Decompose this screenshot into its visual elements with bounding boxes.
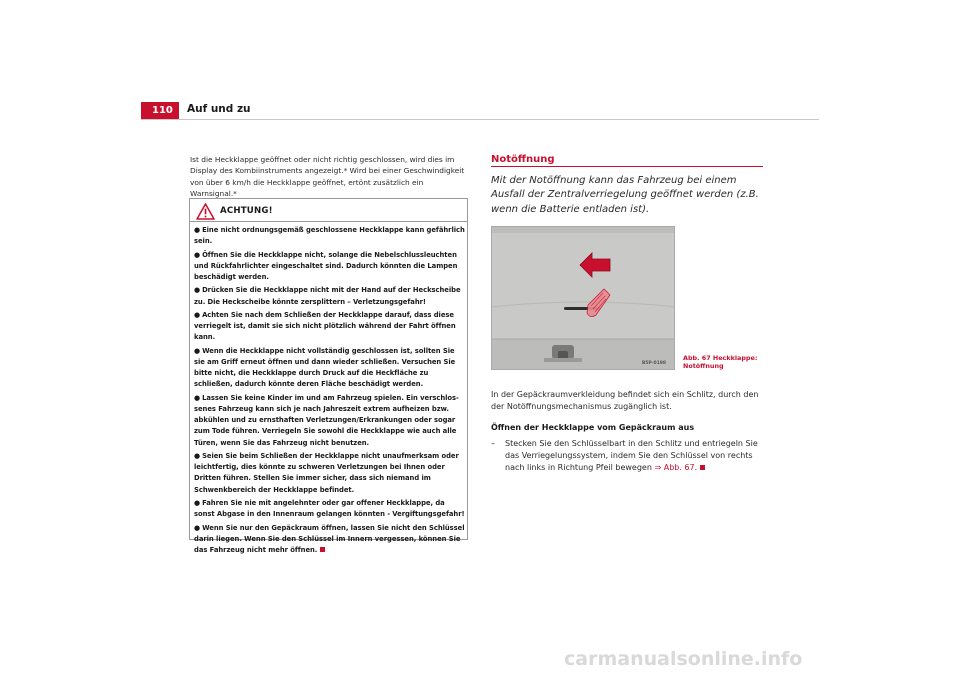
intro-paragraph: Ist die Heckklappe geöffnet oder nicht richtig geschlossen, wird dies im Display des Kombiinstruments angezeigt.* Wird bei einer Geschwindigkeit von über 6 km/h die Heckklappe geöffnet, ertönt zusätzlich ein Warnsignal.* <box>190 155 465 199</box>
instruction-step <box>491 438 773 475</box>
warning-triangle-icon <box>196 203 215 220</box>
step-dash: – <box>491 439 495 448</box>
header-divider <box>141 119 819 120</box>
warning-box <box>189 198 468 554</box>
warning-item: ● Wenn Sie nur den Gepäckraum öffnen, lassen Sie nicht den Schlüssel darin liegen. Wenn Sie den Schlüssel im Innern vergessen, können Sie das Fahrzeug nicht mehr öffnen. <box>194 523 465 554</box>
end-mark-icon <box>320 547 325 552</box>
bullet-icon: ● <box>194 393 201 402</box>
tailgate-illustration <box>492 227 675 370</box>
bullet-icon: ● <box>194 346 201 355</box>
bullet-icon: ● <box>194 286 201 295</box>
section-lead: Mit der Notöffnung kann das Fahrzeug bei einem Ausfall der Zentralverriegelung geöffnet werden (z.B. wenn die Batterie entladen ist). <box>491 175 759 215</box>
warning-item: ● Seien Sie beim Schließen der Heckklappe nicht unaufmerksam oder leichtfertig, dies könnte zu schweren Verletzungen bei Ihnen oder Dritten führen. Stellen Sie immer sicher, dass sich niemand im Schwenkbereich der Heckklappe befindet. <box>194 451 459 494</box>
section-divider <box>491 166 763 167</box>
warning-item: ● Achten Sie nach dem Schließen der Heckklappe darauf, dass diese verriegelt ist, damit sie sich nicht plötzlich während der Fahrt öffnen kann. <box>194 310 456 342</box>
figure-reference-link[interactable]: ⇒ Abb. 67 <box>654 463 695 473</box>
bullet-icon: ● <box>194 310 201 319</box>
running-header: Auf und zu <box>187 103 251 115</box>
warning-item: ● Wenn die Heckklappe nicht vollständig geschlossen ist, sollten Sie sie am Griff erneut öffnen und dann wieder schließen. Versuchen Sie bitte nicht, die Heckklappe durch Druck auf die Heckfläche zu schließen, dadurch könnte deren Fläche beschädigt werden. <box>194 346 456 389</box>
end-mark-icon <box>700 465 705 470</box>
bullet-icon: ● <box>194 498 201 507</box>
bullet-icon: ● <box>194 250 201 259</box>
warning-list <box>194 225 466 558</box>
warning-header <box>196 202 273 220</box>
body-paragraph: In der Gepäckraumverkleidung befindet sich ein Schlitz, durch den der Notöffnungsmechanismus zugänglich ist. <box>491 390 759 412</box>
warning-item: ● Lassen Sie keine Kinder im und am Fahrzeug spielen. Ein verschlos-senes Fahrzeug kann sich je nach Jahreszeit extrem aufheizen bzw. abkühlen und zu ernsthaften Verletzungen/Erkrankungen oder sogar zum Tode führen. Verriegeln Sie sowohl die Heckklappe wie auch alle Türen, wenn Sie das Fahrzeug nicht benutzen. <box>194 393 459 447</box>
bullet-icon: ● <box>194 451 201 460</box>
warning-divider <box>190 221 467 222</box>
page-number: 110 <box>141 102 179 120</box>
step-end: . <box>694 463 698 473</box>
warning-item: ● Fahren Sie nie mit angelehnter oder gar offener Heckklappe, da sonst Abgase in den Innenraum gelangen könnten - Vergiftungsgefahr! <box>194 498 465 519</box>
step-text: Stecken Sie den Schlüsselbart in den Schlitz und entriegeln Sie das Verriegelungssystem, indem Sie den Schlüssel von rechts nach links in Richtung Pfeil bewegen <box>505 439 758 473</box>
bullet-icon: ● <box>194 226 201 234</box>
warning-item: ● Drücken Sie die Heckklappe nicht mit der Hand auf der Heckscheibe zu. Die Heckscheibe könnte zersplittern – Verletzungsgefahr! <box>194 286 461 306</box>
figure-code: B5P-0198 <box>641 361 666 366</box>
bullet-icon: ● <box>194 523 201 532</box>
warning-item: ● Eine nicht ordnungsgemäß geschlossene Heckklappe kann gefährlich sein. <box>194 226 465 246</box>
warning-item: ● Öffnen Sie die Heckklappe nicht, solange die Nebelschlussleuchten und Rückfahrlichter eingeschaltet sind. Dadurch könnten die Lampen beschädigt werden. <box>194 250 458 281</box>
footer-watermark: carmanualsonline.info <box>564 648 803 670</box>
subheading: Öffnen der Heckklappe vom Gepäckraum aus <box>491 423 695 432</box>
figure-caption: Abb. 67 Heckklappe: Notöffnung <box>683 354 758 371</box>
section-title: Notöffnung <box>491 154 555 165</box>
figure-tailgate-emergency-release <box>491 226 675 370</box>
warning-title: ACHTUNG! <box>220 206 273 216</box>
